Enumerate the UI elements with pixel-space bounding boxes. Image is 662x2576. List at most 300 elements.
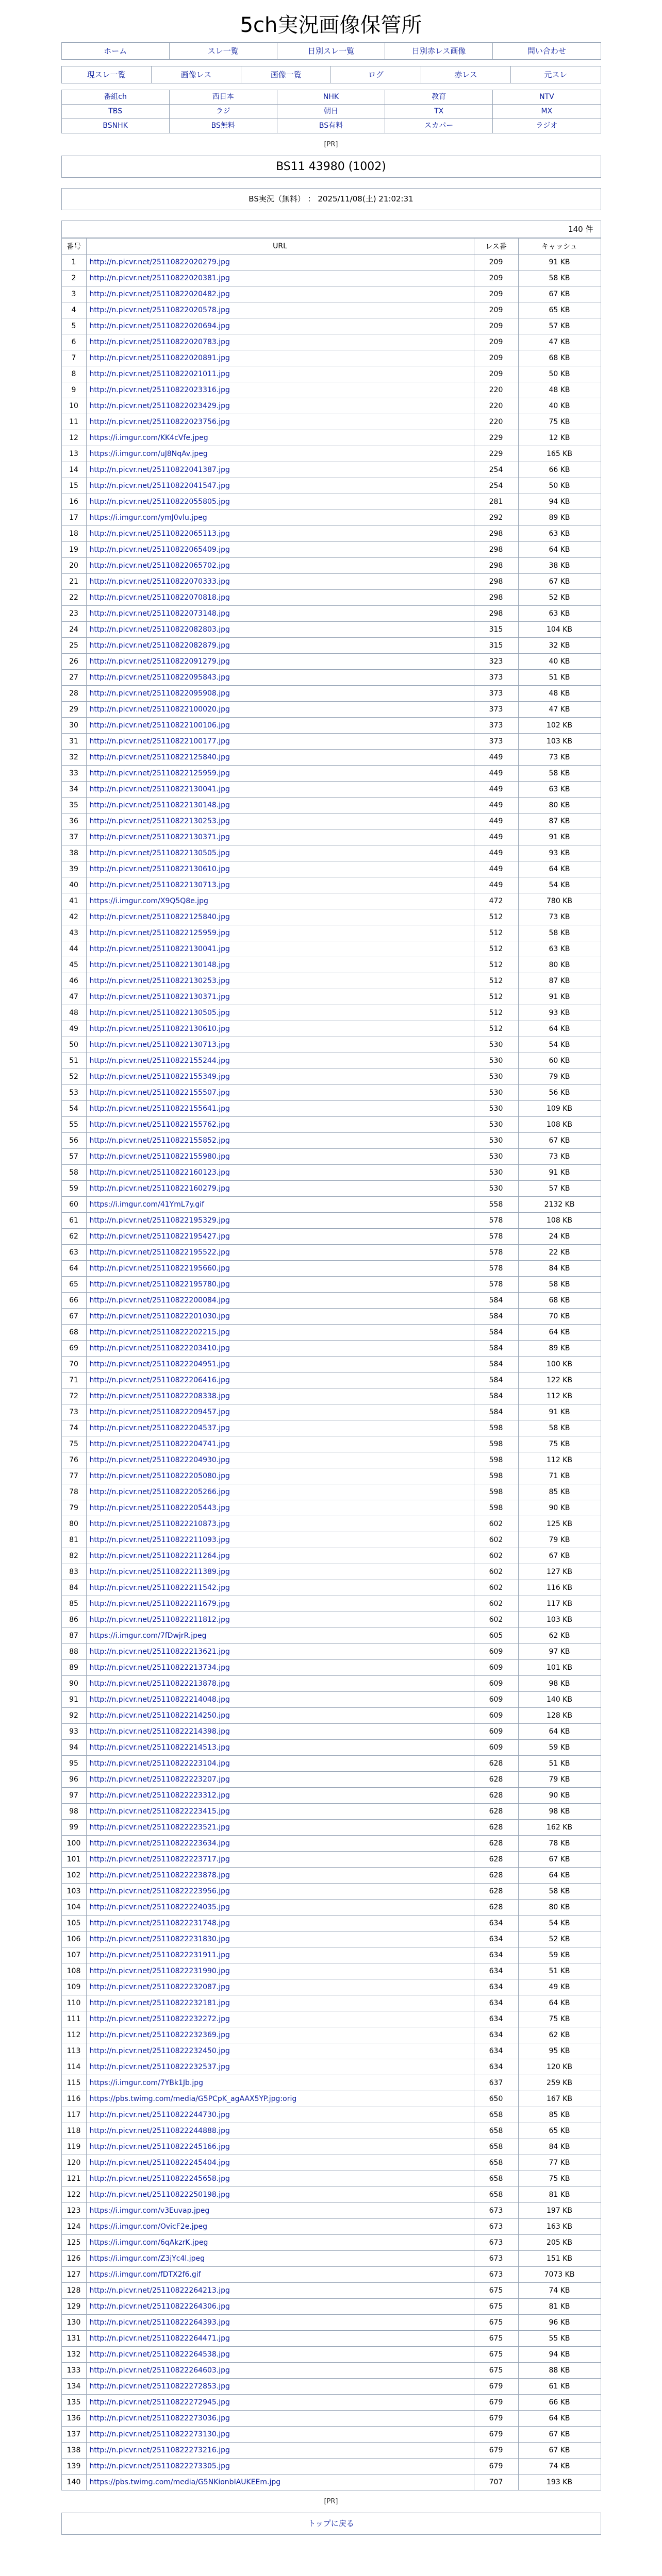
- image-url-link[interactable]: https://i.imgur.com/OvicF2e.jpeg: [89, 2223, 208, 2231]
- image-url-link[interactable]: http://n.picvr.net/25110822195329.jpg: [89, 1216, 230, 1225]
- row-url-cell: [86, 1724, 474, 1740]
- image-url-link[interactable]: http://n.picvr.net/25110822244888.jpg: [89, 2127, 230, 2135]
- row-res-number: 512: [474, 1021, 518, 1037]
- row-res-number: 209: [474, 334, 518, 350]
- image-url-link[interactable]: http://n.picvr.net/25110822213734.jpg: [89, 1664, 230, 1672]
- image-url-link[interactable]: http://n.picvr.net/25110822223521.jpg: [89, 1823, 230, 1832]
- row-cache-size: 58 KB: [518, 1420, 601, 1436]
- image-url-link[interactable]: https://i.imgur.com/fDTX2f6.gif: [89, 2270, 201, 2279]
- row-cache-size: 91 KB: [518, 989, 601, 1005]
- channel-link[interactable]: BS有料: [319, 122, 343, 130]
- image-url-link[interactable]: http://n.picvr.net/25110822130713.jpg: [89, 1041, 230, 1049]
- image-url-link[interactable]: http://n.picvr.net/25110822073148.jpg: [89, 609, 230, 618]
- row-number: 20: [61, 558, 86, 574]
- row-res-number: 602: [474, 1580, 518, 1596]
- image-url-link[interactable]: http://n.picvr.net/25110822232272.jpg: [89, 2015, 230, 2023]
- row-cache-size: 67 KB: [518, 574, 601, 590]
- row-number: 56: [61, 1133, 86, 1149]
- image-url-link[interactable]: http://n.picvr.net/25110822070333.jpg: [89, 578, 230, 586]
- image-url-link[interactable]: http://n.picvr.net/25110822041547.jpg: [89, 482, 230, 490]
- image-url-link[interactable]: http://n.picvr.net/25110822213878.jpg: [89, 1680, 230, 1688]
- table-row: [61, 1357, 601, 1372]
- image-url-link[interactable]: http://n.picvr.net/25110822020381.jpg: [89, 274, 230, 282]
- image-url-link[interactable]: http://n.picvr.net/25110822204930.jpg: [89, 1456, 230, 1464]
- channel-link[interactable]: 朝日: [323, 107, 338, 115]
- row-res-number: 628: [474, 1756, 518, 1772]
- row-cache-size: 63 KB: [518, 782, 601, 798]
- image-url-link[interactable]: http://n.picvr.net/25110822160123.jpg: [89, 1168, 230, 1177]
- row-number: 92: [61, 1708, 86, 1724]
- image-url-link[interactable]: http://n.picvr.net/25110822065113.jpg: [89, 530, 230, 538]
- image-url-link[interactable]: http://n.picvr.net/25110822130505.jpg: [89, 1009, 230, 1017]
- row-number: 109: [61, 1979, 86, 1995]
- image-url-link[interactable]: https://pbs.twimg.com/media/G5NKionbIAUKEEm.jpg: [89, 2478, 281, 2486]
- row-cache-size: 91 KB: [518, 829, 601, 845]
- image-url-link[interactable]: http://n.picvr.net/25110822091279.jpg: [89, 657, 230, 666]
- image-url-link[interactable]: http://n.picvr.net/25110822130371.jpg: [89, 833, 230, 841]
- row-cache-size: 103 KB: [518, 734, 601, 750]
- image-url-link[interactable]: http://n.picvr.net/25110822264306.jpg: [89, 2302, 230, 2311]
- image-url-link[interactable]: http://n.picvr.net/25110822211679.jpg: [89, 1600, 230, 1608]
- table-row: [61, 1884, 601, 1900]
- channel-link-cell: [169, 105, 277, 119]
- channel-link-cell: [61, 90, 169, 105]
- image-url-link[interactable]: http://n.picvr.net/25110822160279.jpg: [89, 1184, 230, 1193]
- image-url-link[interactable]: http://n.picvr.net/25110822130148.jpg: [89, 801, 230, 809]
- table-row: [61, 1085, 601, 1101]
- image-url-link[interactable]: http://n.picvr.net/25110822232537.jpg: [89, 2063, 230, 2071]
- row-number: 79: [61, 1500, 86, 1516]
- image-url-link[interactable]: http://n.picvr.net/25110822272853.jpg: [89, 2382, 230, 2391]
- image-url-link[interactable]: http://n.picvr.net/25110822231990.jpg: [89, 1967, 230, 1975]
- image-url-link[interactable]: http://n.picvr.net/25110822264393.jpg: [89, 2318, 230, 2327]
- image-url-link[interactable]: http://n.picvr.net/25110822208338.jpg: [89, 1392, 230, 1400]
- row-cache-size: 51 KB: [518, 1963, 601, 1979]
- image-url-link[interactable]: http://n.picvr.net/25110822223104.jpg: [89, 1759, 230, 1768]
- image-url-link[interactable]: http://n.picvr.net/25110822211389.jpg: [89, 1568, 230, 1576]
- channel-link[interactable]: ラジ: [216, 107, 230, 115]
- image-url-link[interactable]: http://n.picvr.net/25110822155349.jpg: [89, 1073, 230, 1081]
- channel-link[interactable]: 西日本: [212, 93, 234, 101]
- row-url-cell: [86, 2171, 474, 2187]
- image-url-link[interactable]: https://i.imgur.com/X9Q5Q8e.jpg: [89, 897, 208, 905]
- image-url-link[interactable]: http://n.picvr.net/25110822130371.jpg: [89, 993, 230, 1001]
- table-row: [61, 1500, 601, 1516]
- image-url-link[interactable]: http://n.picvr.net/25110822130148.jpg: [89, 961, 230, 969]
- row-url-cell: [86, 2155, 474, 2171]
- image-url-link[interactable]: http://n.picvr.net/25110822023316.jpg: [89, 386, 230, 394]
- row-cache-size: 75 KB: [518, 414, 601, 430]
- nav-secondary-link-cell: [421, 66, 510, 83]
- image-url-link[interactable]: http://n.picvr.net/25110822020279.jpg: [89, 258, 230, 266]
- row-number: 1: [61, 255, 86, 270]
- row-cache-size: 48 KB: [518, 382, 601, 398]
- pr-top: [PR]: [324, 141, 338, 148]
- image-url-link[interactable]: http://n.picvr.net/25110822273130.jpg: [89, 2430, 230, 2438]
- image-url-link[interactable]: http://n.picvr.net/25110822055805.jpg: [89, 498, 230, 506]
- row-cache-size: 63 KB: [518, 941, 601, 957]
- row-cache-size: 101 KB: [518, 1660, 601, 1676]
- image-url-link[interactable]: https://i.imgur.com/ymJ0vlu.jpeg: [89, 514, 207, 522]
- row-cache-size: 79 KB: [518, 1069, 601, 1085]
- channel-link[interactable]: TBS: [108, 107, 122, 115]
- image-url-link[interactable]: http://n.picvr.net/25110822041387.jpg: [89, 466, 230, 474]
- image-url-link[interactable]: http://n.picvr.net/25110822231748.jpg: [89, 1919, 230, 1927]
- channel-link-cell: [61, 119, 169, 133]
- nav-secondary-link[interactable]: 画像レス: [180, 70, 212, 79]
- channel-link[interactable]: 教育: [432, 93, 446, 101]
- image-url-link[interactable]: http://n.picvr.net/25110822272945.jpg: [89, 2398, 230, 2406]
- row-cache-size: 108 KB: [518, 1117, 601, 1133]
- row-cache-size: 2132 KB: [518, 1197, 601, 1213]
- table-row: [61, 414, 601, 430]
- image-url-link[interactable]: http://n.picvr.net/25110822195780.jpg: [89, 1280, 230, 1289]
- image-url-link[interactable]: http://n.picvr.net/25110822232369.jpg: [89, 2031, 230, 2039]
- row-url-cell: [86, 1740, 474, 1756]
- image-url-link[interactable]: http://n.picvr.net/25110822020891.jpg: [89, 354, 230, 362]
- image-url-link[interactable]: http://n.picvr.net/25110822205443.jpg: [89, 1504, 230, 1512]
- row-url-cell: [86, 1900, 474, 1916]
- nav-primary-link[interactable]: 問い合わせ: [527, 46, 566, 56]
- row-number: 15: [61, 478, 86, 494]
- image-url-link[interactable]: http://n.picvr.net/25110822204537.jpg: [89, 1424, 230, 1432]
- row-number: 83: [61, 1564, 86, 1580]
- nav-secondary-link-cell: [151, 66, 241, 83]
- row-cache-size: 163 KB: [518, 2219, 601, 2235]
- row-url-cell: [86, 1596, 474, 1612]
- image-url-link[interactable]: http://n.picvr.net/25110822264471.jpg: [89, 2334, 230, 2343]
- table-row: [61, 2059, 601, 2075]
- table-row: [61, 1213, 601, 1229]
- row-res-number: 530: [474, 1149, 518, 1165]
- image-url-link[interactable]: http://n.picvr.net/25110822070818.jpg: [89, 594, 230, 602]
- channel-link[interactable]: MX: [541, 107, 553, 115]
- row-cache-size: 98 KB: [518, 1676, 601, 1692]
- row-url-cell: [86, 782, 474, 798]
- image-url-link[interactable]: http://n.picvr.net/25110822100020.jpg: [89, 705, 230, 714]
- row-cache-size: 108 KB: [518, 1213, 601, 1229]
- image-url-link[interactable]: http://n.picvr.net/25110822232450.jpg: [89, 2047, 230, 2055]
- row-res-number: 530: [474, 1069, 518, 1085]
- image-url-link[interactable]: http://n.picvr.net/25110822130610.jpg: [89, 1025, 230, 1033]
- channel-link-cell: [385, 105, 493, 119]
- site-title: 5ch実況画像保管所: [240, 13, 422, 37]
- row-number: 19: [61, 542, 86, 558]
- image-url-link[interactable]: http://n.picvr.net/25110822155641.jpg: [89, 1105, 230, 1113]
- table-body: [61, 255, 601, 2490]
- row-url-cell: [86, 1548, 474, 1564]
- nav-secondary-link-cell: [511, 66, 601, 83]
- channel-link[interactable]: 番組ch: [104, 93, 127, 101]
- image-url-link[interactable]: http://n.picvr.net/25110822195427.jpg: [89, 1232, 230, 1241]
- row-number: 38: [61, 845, 86, 861]
- nav-secondary-link[interactable]: 画像一覧: [270, 70, 302, 79]
- table-row: [61, 686, 601, 702]
- image-url-link[interactable]: http://n.picvr.net/25110822020578.jpg: [89, 306, 230, 314]
- row-res-number: 298: [474, 558, 518, 574]
- image-url-link[interactable]: http://n.picvr.net/25110822205080.jpg: [89, 1472, 230, 1480]
- image-url-link[interactable]: https://i.imgur.com/KK4cVfe.jpeg: [89, 434, 208, 442]
- row-cache-size: 67 KB: [518, 1133, 601, 1149]
- image-url-link[interactable]: http://n.picvr.net/25110822130713.jpg: [89, 881, 230, 889]
- row-res-number: 602: [474, 1596, 518, 1612]
- image-url-link[interactable]: http://n.picvr.net/25110822125959.jpg: [89, 929, 230, 937]
- image-url-link[interactable]: https://i.imgur.com/7YBk1Jb.jpg: [89, 2079, 204, 2087]
- image-url-link[interactable]: http://n.picvr.net/25110822195522.jpg: [89, 1248, 230, 1257]
- image-url-link[interactable]: http://n.picvr.net/25110822250198.jpg: [89, 2191, 230, 2199]
- image-url-link[interactable]: http://n.picvr.net/25110822155980.jpg: [89, 1153, 230, 1161]
- row-url-cell: [86, 1181, 474, 1197]
- row-res-number: 602: [474, 1532, 518, 1548]
- image-url-link[interactable]: http://n.picvr.net/25110822264538.jpg: [89, 2350, 230, 2359]
- image-url-link[interactable]: http://n.picvr.net/25110822020694.jpg: [89, 322, 230, 330]
- row-cache-size: 64 KB: [518, 1021, 601, 1037]
- image-url-link[interactable]: https://i.imgur.com/41YmL7y.gif: [89, 1200, 205, 1209]
- image-url-link[interactable]: http://n.picvr.net/25110822244730.jpg: [89, 2111, 230, 2119]
- image-url-link[interactable]: http://n.picvr.net/25110822245166.jpg: [89, 2143, 230, 2151]
- row-cache-size: 49 KB: [518, 1979, 601, 1995]
- table-row: [61, 2443, 601, 2459]
- channel-link[interactable]: NHK: [323, 93, 339, 101]
- row-url-cell: [86, 909, 474, 925]
- table-row: [61, 1069, 601, 1085]
- image-url-link[interactable]: http://n.picvr.net/25110822100177.jpg: [89, 737, 230, 745]
- image-url-link[interactable]: http://n.picvr.net/25110822211264.jpg: [89, 1552, 230, 1560]
- image-url-link[interactable]: http://n.picvr.net/25110822095908.jpg: [89, 689, 230, 698]
- image-url-link[interactable]: https://i.imgur.com/v3Euvap.jpeg: [89, 2207, 210, 2215]
- table-row: [61, 2267, 601, 2283]
- row-cache-size: 47 KB: [518, 702, 601, 718]
- row-cache-size: 58 KB: [518, 766, 601, 782]
- nav-primary-link[interactable]: 日別赤レス画像: [411, 46, 466, 56]
- row-url-cell: [86, 510, 474, 526]
- image-url-link[interactable]: http://n.picvr.net/25110822201030.jpg: [89, 1312, 230, 1320]
- row-res-number: 598: [474, 1500, 518, 1516]
- table-row: [61, 1820, 601, 1836]
- channel-link[interactable]: スカパー: [424, 122, 454, 130]
- image-url-link[interactable]: http://n.picvr.net/25110822205266.jpg: [89, 1488, 230, 1496]
- row-number: 77: [61, 1468, 86, 1484]
- row-url-cell: [86, 2299, 474, 2315]
- row-cache-size: 259 KB: [518, 2075, 601, 2091]
- image-url-link[interactable]: http://n.picvr.net/25110822100106.jpg: [89, 721, 230, 730]
- image-url-link[interactable]: http://n.picvr.net/25110822264603.jpg: [89, 2366, 230, 2375]
- image-url-link[interactable]: http://n.picvr.net/25110822245658.jpg: [89, 2175, 230, 2183]
- image-url-link[interactable]: http://n.picvr.net/25110822223312.jpg: [89, 1791, 230, 1800]
- image-url-link[interactable]: http://n.picvr.net/25110822223415.jpg: [89, 1807, 230, 1816]
- image-url-link[interactable]: http://n.picvr.net/25110822130253.jpg: [89, 977, 230, 985]
- image-url-link[interactable]: http://n.picvr.net/25110822214250.jpg: [89, 1711, 230, 1720]
- image-url-link[interactable]: http://n.picvr.net/25110822020482.jpg: [89, 290, 230, 298]
- image-url-link[interactable]: http://n.picvr.net/25110822082803.jpg: [89, 625, 230, 634]
- image-url-link[interactable]: http://n.picvr.net/25110822245404.jpg: [89, 2159, 230, 2167]
- channel-link[interactable]: ラジオ: [536, 122, 558, 130]
- row-url-cell: [86, 941, 474, 957]
- row-res-number: 679: [474, 2427, 518, 2443]
- image-url-link[interactable]: https://i.imgur.com/6qAkzrK.jpeg: [89, 2239, 208, 2247]
- channel-link[interactable]: TX: [434, 107, 444, 115]
- channel-row: [61, 90, 601, 105]
- image-url-link[interactable]: http://n.picvr.net/25110822130610.jpg: [89, 865, 230, 873]
- table-row: [61, 2251, 601, 2267]
- row-res-number: 512: [474, 957, 518, 973]
- image-url-link[interactable]: http://n.picvr.net/25110822223207.jpg: [89, 1775, 230, 1784]
- image-url-link[interactable]: http://n.picvr.net/25110822232181.jpg: [89, 1999, 230, 2007]
- image-url-link[interactable]: http://n.picvr.net/25110822155507.jpg: [89, 1089, 230, 1097]
- nav-secondary-link[interactable]: 元スレ: [544, 70, 568, 79]
- table-row: [61, 877, 601, 893]
- row-url-cell: [86, 590, 474, 606]
- image-url-link[interactable]: https://i.imgur.com/Z3jYc4l.jpeg: [89, 2255, 205, 2263]
- row-url-cell: [86, 1165, 474, 1181]
- channel-link[interactable]: BS無料: [211, 122, 235, 130]
- row-cache-size: 64 KB: [518, 1995, 601, 2011]
- row-url-cell: [86, 1484, 474, 1500]
- image-url-link[interactable]: https://pbs.twimg.com/media/G5PCpK_agAAX5YP.jpg:orig: [89, 2095, 297, 2103]
- row-url-cell: [86, 2011, 474, 2027]
- row-res-number: 578: [474, 1261, 518, 1277]
- row-cache-size: 58 KB: [518, 925, 601, 941]
- image-url-link[interactable]: http://n.picvr.net/25110822223717.jpg: [89, 1855, 230, 1863]
- image-url-link[interactable]: http://n.picvr.net/25110822209457.jpg: [89, 1408, 230, 1416]
- table-row: [61, 1788, 601, 1804]
- image-url-link[interactable]: http://n.picvr.net/25110822125959.jpg: [89, 769, 230, 777]
- image-url-link[interactable]: http://n.picvr.net/25110822213621.jpg: [89, 1648, 230, 1656]
- nav-primary-link[interactable]: ホーム: [104, 46, 127, 56]
- row-cache-size: 85 KB: [518, 1484, 601, 1500]
- row-res-number: 584: [474, 1325, 518, 1341]
- table-row: [61, 2091, 601, 2107]
- table-row: [61, 2187, 601, 2203]
- row-cache-size: 122 KB: [518, 1372, 601, 1388]
- image-url-link[interactable]: http://n.picvr.net/25110822021011.jpg: [89, 370, 230, 378]
- image-url-link[interactable]: http://n.picvr.net/25110822023429.jpg: [89, 402, 230, 410]
- row-url-cell: [86, 334, 474, 350]
- row-res-number: 605: [474, 1628, 518, 1644]
- row-number: 132: [61, 2347, 86, 2363]
- row-cache-size: 24 KB: [518, 1229, 601, 1245]
- nav-secondary-link[interactable]: 現スレ一覧: [87, 70, 126, 79]
- image-url-link[interactable]: http://n.picvr.net/25110822155244.jpg: [89, 1057, 230, 1065]
- row-res-number: 673: [474, 2203, 518, 2219]
- image-url-link[interactable]: http://n.picvr.net/25110822264213.jpg: [89, 2286, 230, 2295]
- image-url-link[interactable]: http://n.picvr.net/25110822065702.jpg: [89, 562, 230, 570]
- image-url-link[interactable]: http://n.picvr.net/25110822210873.jpg: [89, 1520, 230, 1528]
- image-url-link[interactable]: http://n.picvr.net/25110822200084.jpg: [89, 1296, 230, 1304]
- table-row: [61, 2075, 601, 2091]
- image-url-link[interactable]: http://n.picvr.net/25110822125840.jpg: [89, 753, 230, 761]
- image-url-link[interactable]: http://n.picvr.net/25110822214398.jpg: [89, 1727, 230, 1736]
- image-url-link[interactable]: http://n.picvr.net/25110822202215.jpg: [89, 1328, 230, 1336]
- row-url-cell: [86, 2411, 474, 2427]
- row-number: 85: [61, 1596, 86, 1612]
- image-url-link[interactable]: http://n.picvr.net/25110822195660.jpg: [89, 1264, 230, 1273]
- row-number: 105: [61, 1916, 86, 1931]
- image-url-link[interactable]: http://n.picvr.net/25110822232087.jpg: [89, 1983, 230, 1991]
- table-row: [61, 1165, 601, 1181]
- table-row: [61, 2043, 601, 2059]
- image-url-link[interactable]: http://n.picvr.net/25110822211542.jpg: [89, 1584, 230, 1592]
- image-url-link[interactable]: http://n.picvr.net/25110822065409.jpg: [89, 546, 230, 554]
- nav-secondary-link[interactable]: ログ: [368, 70, 384, 79]
- row-url-cell: [86, 1213, 474, 1229]
- image-url-link[interactable]: http://n.picvr.net/25110822095843.jpg: [89, 673, 230, 682]
- image-url-link[interactable]: http://n.picvr.net/25110822211812.jpg: [89, 1616, 230, 1624]
- image-url-link[interactable]: http://n.picvr.net/25110822130041.jpg: [89, 785, 230, 793]
- image-url-link[interactable]: http://n.picvr.net/25110822273216.jpg: [89, 2446, 230, 2454]
- row-number: 118: [61, 2123, 86, 2139]
- back-to-top-link[interactable]: トップに戻る: [308, 2519, 354, 2528]
- row-url-cell: [86, 1420, 474, 1436]
- image-url-link[interactable]: http://n.picvr.net/25110822273036.jpg: [89, 2414, 230, 2422]
- row-number: 111: [61, 2011, 86, 2027]
- nav-primary-link[interactable]: スレ一覧: [207, 46, 239, 56]
- row-number: 59: [61, 1181, 86, 1197]
- nav-secondary-link[interactable]: 赤レス: [454, 70, 477, 79]
- image-url-link[interactable]: http://n.picvr.net/25110822273305.jpg: [89, 2462, 230, 2470]
- row-number: 18: [61, 526, 86, 542]
- table-row: [61, 1916, 601, 1931]
- nav-primary-link[interactable]: 日別スレ一覧: [307, 46, 354, 56]
- image-url-link[interactable]: http://n.picvr.net/25110822130253.jpg: [89, 817, 230, 825]
- row-number: 90: [61, 1676, 86, 1692]
- image-url-link[interactable]: http://n.picvr.net/25110822223956.jpg: [89, 1887, 230, 1895]
- row-cache-size: 79 KB: [518, 1772, 601, 1788]
- image-url-link[interactable]: http://n.picvr.net/25110822130041.jpg: [89, 945, 230, 953]
- image-url-link[interactable]: http://n.picvr.net/25110822203410.jpg: [89, 1344, 230, 1352]
- row-number: 66: [61, 1293, 86, 1309]
- image-url-link[interactable]: https://i.imgur.com/uJ8NqAv.jpeg: [89, 450, 208, 458]
- nav-primary-link-cell: [61, 43, 169, 60]
- row-number: 26: [61, 654, 86, 670]
- image-url-link[interactable]: http://n.picvr.net/25110822155762.jpg: [89, 1121, 230, 1129]
- image-url-link[interactable]: http://n.picvr.net/25110822082879.jpg: [89, 641, 230, 650]
- image-url-link[interactable]: https://i.imgur.com/7fDwjrR.jpeg: [89, 1632, 207, 1640]
- image-url-link[interactable]: http://n.picvr.net/25110822020783.jpg: [89, 338, 230, 346]
- image-url-link[interactable]: http://n.picvr.net/25110822223634.jpg: [89, 1839, 230, 1848]
- image-url-link[interactable]: http://n.picvr.net/25110822204951.jpg: [89, 1360, 230, 1368]
- channel-link[interactable]: NTV: [539, 93, 554, 101]
- row-url-cell: [86, 2267, 474, 2283]
- row-cache-size: 75 KB: [518, 1436, 601, 1452]
- image-url-link[interactable]: http://n.picvr.net/25110822231911.jpg: [89, 1951, 230, 1959]
- row-number: 78: [61, 1484, 86, 1500]
- channel-link[interactable]: BSNHK: [103, 122, 128, 130]
- row-cache-size: 57 KB: [518, 1181, 601, 1197]
- image-url-link[interactable]: http://n.picvr.net/25110822204741.jpg: [89, 1440, 230, 1448]
- image-url-link[interactable]: http://n.picvr.net/25110822023756.jpg: [89, 418, 230, 426]
- table-row: [61, 2139, 601, 2155]
- image-url-link[interactable]: http://n.picvr.net/25110822224035.jpg: [89, 1903, 230, 1911]
- image-url-link[interactable]: http://n.picvr.net/25110822214513.jpg: [89, 1743, 230, 1752]
- image-url-link[interactable]: http://n.picvr.net/25110822130505.jpg: [89, 849, 230, 857]
- table-row: [61, 446, 601, 462]
- image-url-link[interactable]: http://n.picvr.net/25110822155852.jpg: [89, 1137, 230, 1145]
- image-url-link[interactable]: http://n.picvr.net/25110822211093.jpg: [89, 1536, 230, 1544]
- row-cache-size: 77 KB: [518, 2155, 601, 2171]
- image-url-link[interactable]: http://n.picvr.net/25110822214048.jpg: [89, 1696, 230, 1704]
- image-url-link[interactable]: http://n.picvr.net/25110822206416.jpg: [89, 1376, 230, 1384]
- image-url-link[interactable]: http://n.picvr.net/25110822125840.jpg: [89, 913, 230, 921]
- row-url-cell: [86, 1053, 474, 1069]
- image-url-link[interactable]: http://n.picvr.net/25110822223878.jpg: [89, 1871, 230, 1879]
- image-url-link[interactable]: http://n.picvr.net/25110822231830.jpg: [89, 1935, 230, 1943]
- row-number: 126: [61, 2251, 86, 2267]
- row-res-number: 634: [474, 2043, 518, 2059]
- row-url-cell: [86, 877, 474, 893]
- row-cache-size: 116 KB: [518, 1580, 601, 1596]
- row-res-number: 658: [474, 2107, 518, 2123]
